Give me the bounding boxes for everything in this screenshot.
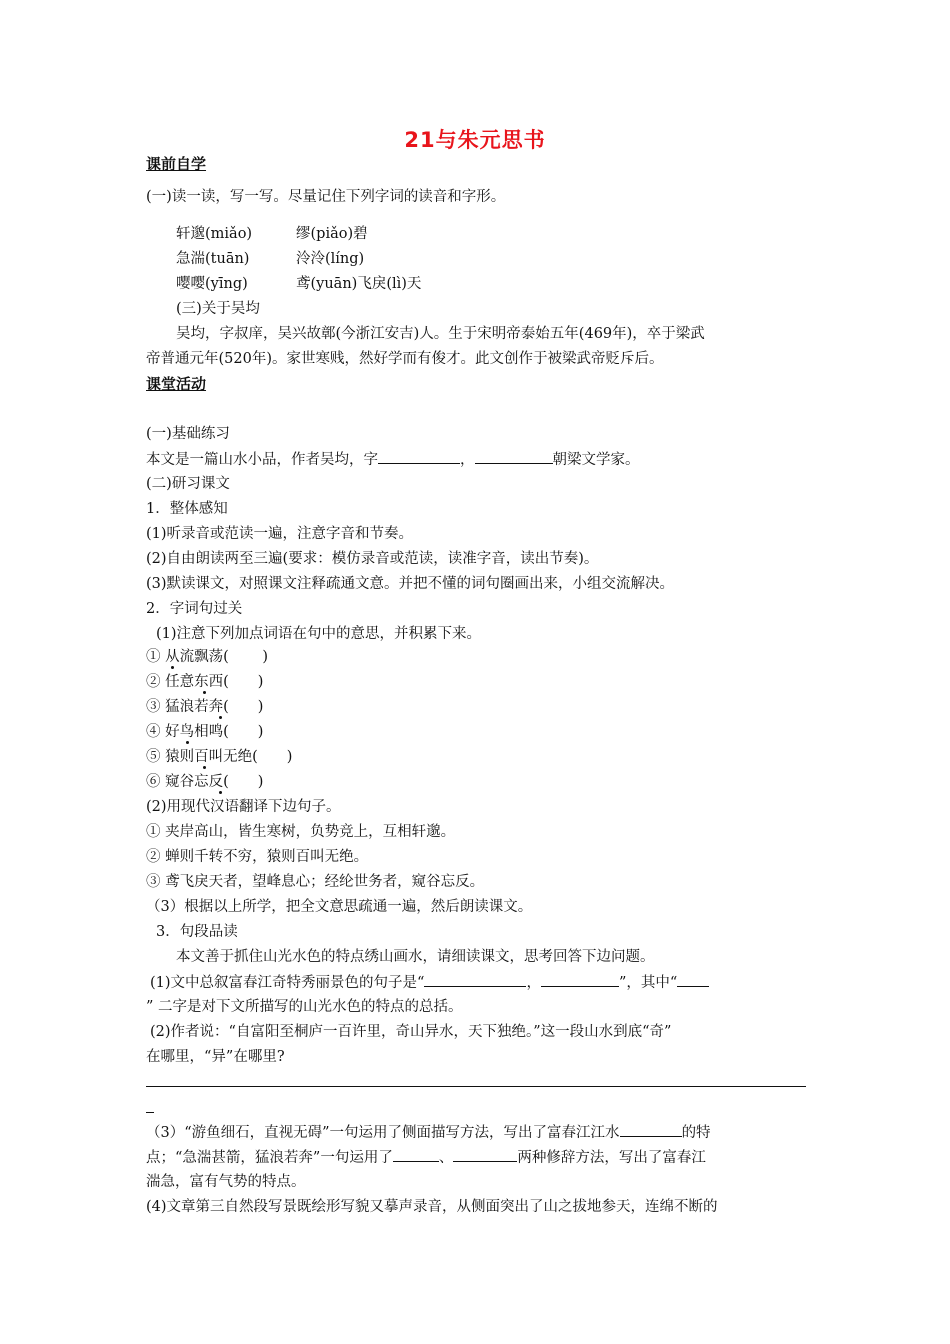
text-line: （3）根据以上所学，把全文意思疏通一遍，然后朗读课文。 [146, 899, 533, 915]
answer-blank[interactable] [378, 449, 460, 464]
answer-blank[interactable] [541, 972, 619, 987]
text-line: (2)用现代汉语翻译下边句子。 [146, 799, 341, 815]
answer-line[interactable] [146, 1086, 806, 1087]
answer-blank[interactable] [393, 1147, 439, 1162]
vocab-item: 嘤嘤(yīng) [176, 276, 248, 292]
fill-blank-line [146, 449, 640, 470]
text-segment: (1)文中总叙富春江奇特秀丽景色的句子是“ [150, 975, 425, 991]
text-segment: 的特 [681, 1125, 711, 1141]
text-line: 本文善于抓住山光水色的特点绣山画水，请细读课文，思考回答下边问题。 [176, 949, 655, 965]
fill-blank-line [146, 1147, 706, 1168]
text-segment: 本文是一篇山水小品，作者吴均，字 [146, 452, 378, 468]
emphasis-dot [203, 691, 206, 694]
emphasis-dot [219, 716, 222, 719]
text-line: 湍急，富有气势的特点。 [146, 1174, 306, 1190]
list-item: ② 蝉则千转不穷，猿则百叫无绝。 [146, 849, 369, 865]
emphasis-dot [171, 666, 174, 669]
answer-blank[interactable] [620, 1122, 682, 1137]
subheading: 3．句段品读 [156, 924, 238, 940]
answer-blank[interactable] [453, 1147, 517, 1162]
text-segment: 、 [438, 1150, 454, 1166]
section-heading-pre-study: 课前自学 [146, 155, 207, 173]
text-line: ” 二字是对下文所描写的山光水色的特点的总括。 [146, 999, 463, 1015]
list-item: ③ 猛浪若奔( ) [146, 699, 264, 715]
subheading: 1．整体感知 [146, 501, 228, 517]
answer-blank[interactable] [475, 449, 553, 464]
fill-blank-line [150, 972, 709, 993]
answer-blank[interactable] [424, 972, 526, 987]
answer-blank[interactable] [677, 972, 709, 987]
subheading: 2．字词句过关 [146, 601, 243, 617]
text-segment: 朝梁文学家。 [552, 452, 640, 468]
text-line: (4)文章第三自然段写景既绘形写貌又摹声录音，从侧面突出了山之拔地参天，连绵不断的 [146, 1199, 718, 1215]
list-item: ① 夹岸高山，皆生寒树，负势竞上，互相轩邈。 [146, 824, 456, 840]
subheading: (一)基础练习 [146, 426, 230, 442]
text-line: 帝普通元年(520年)。家世寒贱，然好学而有俊才。此文创作于被梁武帝贬斥后。 [146, 351, 664, 367]
vocab-item: 泠泠(líng) [296, 251, 365, 267]
vocab-item: 急湍(tuān) [176, 251, 250, 267]
vocab-item: 鸢(yuān)飞戾(lì)天 [296, 276, 422, 292]
text-segment: ”，其中“ [618, 975, 678, 991]
text-line: (1)注意下列加点词语在句中的意思，并积累下来。 [156, 626, 482, 642]
text-line: 在哪里，“异”在哪里? [146, 1049, 285, 1065]
emphasis-dot [186, 741, 189, 744]
fill-blank-line [146, 1122, 711, 1143]
vocab-item: 缪(piǎo)碧 [296, 226, 368, 242]
text-segment: 两种修辞方法，写出了富春江 [517, 1150, 706, 1166]
text-line: (一)读一读，写一写。尽量记住下列字词的读音和字形。 [146, 189, 506, 205]
text-line: (2)自由朗读两至三遍(要求：模仿录音或范读，读准字音，读出节奏)。 [146, 551, 599, 567]
text-line: (2)作者说：“自富阳至桐庐一百许里，奇山异水，天下独绝。”这一段山水到底“奇” [150, 1024, 672, 1040]
subheading: (三)关于吴均 [176, 301, 260, 317]
list-item: ③ 鸢飞戾天者，望峰息心；经纶世务者，窥谷忘反。 [146, 874, 485, 890]
text-segment: ， [526, 975, 541, 991]
section-heading-class-activity: 课堂活动 [146, 375, 207, 393]
text-line: (3)默读课文，对照课文注释疏通文意。并把不懂的词句圈画出来，小组交流解决。 [146, 576, 675, 592]
subheading: (二)研习课文 [146, 476, 230, 492]
list-item: ② 任意东西( ) [146, 674, 264, 690]
answer-line-stub [146, 1112, 154, 1113]
list-item: ① 从流飘荡( ) [146, 649, 269, 665]
text-segment: （3）“游鱼细石，直视无碍”一句运用了侧面描写方法，写出了富春江江水 [146, 1125, 620, 1141]
emphasis-dot [203, 766, 206, 769]
text-line: (1)听录音或范读一遍，注意字音和节奏。 [146, 526, 414, 542]
text-segment: 点；“急湍甚箭，猛浪若奔”一句运用了 [146, 1150, 393, 1166]
text-segment: ， [460, 452, 475, 468]
list-item: ⑤ 猿则百叫无绝( ) [146, 749, 293, 765]
list-item: ④ 好鸟相鸣( ) [146, 724, 264, 740]
list-item: ⑥ 窥谷忘反( ) [146, 774, 264, 790]
text-line: 吴均，字叔庠，吴兴故鄣(今浙江安吉)人。生于宋明帝泰始五年(469年)，卒于梁武 [176, 326, 705, 342]
vocab-item: 轩邈(miǎo) [176, 226, 253, 242]
emphasis-dot [219, 791, 222, 794]
document-title: 21与朱元思书 [404, 128, 546, 152]
